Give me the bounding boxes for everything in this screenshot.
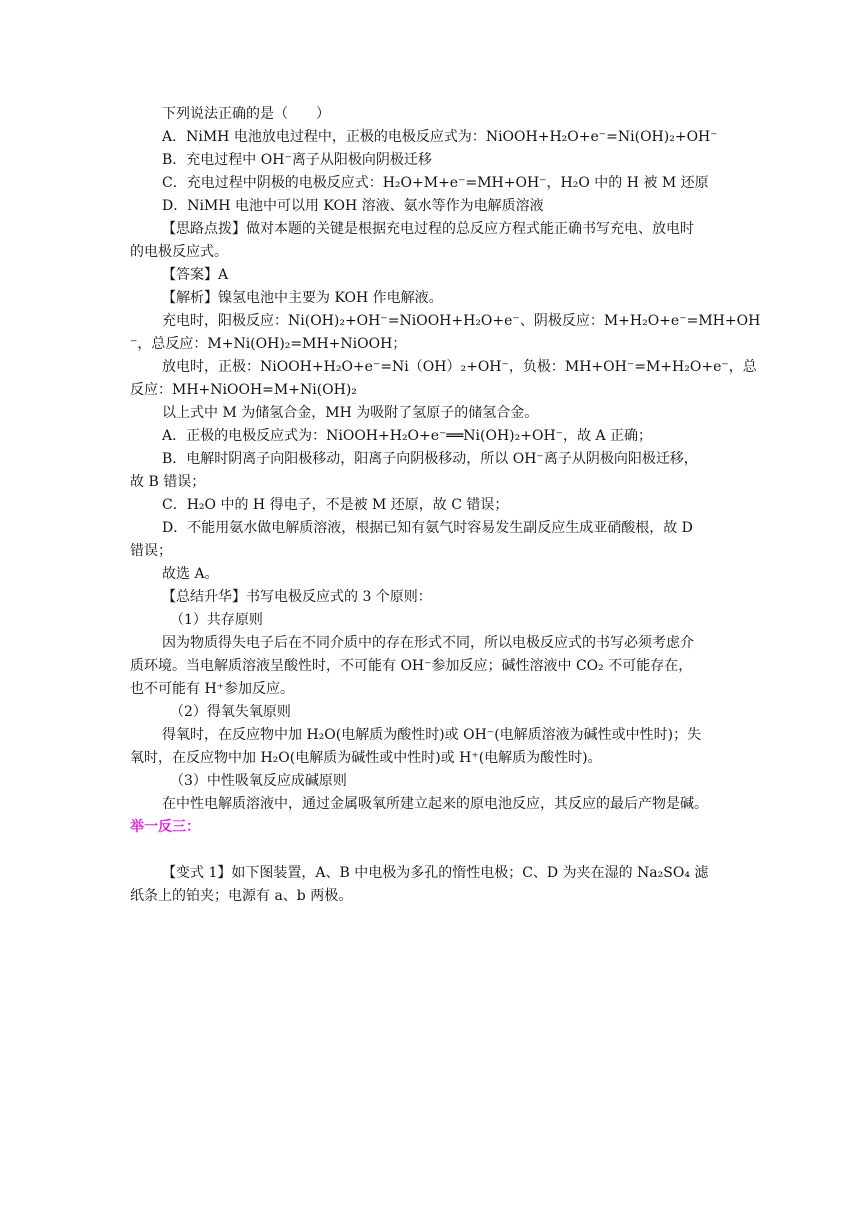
principle-1-text-1: 因为物质得失电子后在不同介质中的存在形式不同，所以电极反应式的书写必须考虑介 <box>162 635 694 651</box>
analysis-d-2: 错误； <box>130 543 172 559</box>
note-line: 以上式中 M 为储氢合金，MH 为吸附了氢原子的储氢合金。 <box>162 405 539 421</box>
option-b: B．充电过程中 OH⁻离子从阳极向阴极迁移 <box>162 152 432 168</box>
option-c: C．充电过程中阴极的电极反应式：H₂O+M+e⁻=MH+OH⁻，H₂O 中的 H 被 M 还原 <box>162 175 709 191</box>
option-d: D．NiMH 电池中可以用 KOH 溶液、氨水等作为电解质溶液 <box>162 198 544 214</box>
principle-2-text-2: 氧时，在反应物中加 H₂O(电解质为碱性或中性时)或 H⁺(电解质为酸性时)。 <box>130 750 602 766</box>
summary-heading: 【总结升华】书写电极反应式的 3 个原则： <box>162 589 432 605</box>
conclusion-line: 故选 A。 <box>162 566 219 582</box>
analysis-a: A．正极的电极反应式为：NiOOH+H₂O+e⁻══Ni(OH)₂+OH⁻，故 A 正确； <box>162 428 653 444</box>
analysis-heading: 【解析】镍氢电池中主要为 KOH 作电解液。 <box>162 290 443 306</box>
principle-1-text-3: 也不可能有 H⁺参加反应。 <box>130 681 295 697</box>
principle-1-text-2: 质环境。当电解质溶液呈酸性时，不可能有 OH⁻参加反应；碱性溶液中 CO₂ 不可能存在， <box>130 658 693 674</box>
principle-2-title: （2）得氧失氧原则 <box>170 704 291 720</box>
discharge-line-2: 反应：MH+NiOOH=M+Ni(OH)₂ <box>130 382 357 398</box>
discharge-line-1: 放电时，正极：NiOOH+H₂O+e⁻=Ni（OH）₂+OH⁻，负极：MH+OH⁻=M+H₂O+e⁻，总 <box>162 359 757 375</box>
practice-heading: 举一反三： <box>130 819 200 835</box>
charge-line-2: ⁻，总反应：M+Ni(OH)₂=MH+NiOOH； <box>130 336 407 352</box>
principle-1-title: （1）共存原则 <box>170 612 263 628</box>
principle-2-text-1: 得氧时，在反应物中加 H₂O(电解质为酸性时)或 OH⁻(电解质溶液为碱性或中性时)；失 <box>162 727 702 743</box>
hint-line-2: 的电极反应式。 <box>130 244 228 260</box>
analysis-c: C．H₂O 中的 H 得电子，不是被 M 还原，故 C 错误； <box>162 497 509 513</box>
variant-1-line-1: 【变式 1】如下图装置，A、B 中电极为多孔的惰性电极；C、D 为夹在湿的 Na₂SO₄ 滤 <box>162 865 709 881</box>
charge-line-1: 充电时，阳极反应：Ni(OH)₂+OH⁻=NiOOH+H₂O+e⁻、阴极反应：M+H₂O+e⁻=MH+OH <box>162 313 761 329</box>
question-stem: 下列说法正确的是（ ） <box>162 106 330 122</box>
principle-3-text: 在中性电解质溶液中，通过金属吸氧所建立起来的原电池反应，其反应的最后产物是碱。 <box>162 796 708 812</box>
analysis-d-1: D．不能用氨水做电解质溶液，根据已知有氨气时容易发生副反应生成亚硝酸根，故 D <box>162 520 693 536</box>
principle-3-title: （3）中性吸氧反应成碱原则 <box>170 773 347 789</box>
variant-1-line-2: 纸条上的铂夹；电源有 a、b 两极。 <box>130 888 353 904</box>
analysis-b-2: 故 B 错误； <box>130 474 206 490</box>
hint-line-1: 【思路点拨】做对本题的关键是根据充电过程的总反应方程式能正确书写充电、放电时 <box>162 221 694 237</box>
option-a: A．NiMH 电池放电过程中，正极的电极反应式为：NiOOH+H₂O+e⁻=Ni(OH)₂+OH⁻ <box>162 129 718 145</box>
answer-line: 【答案】A <box>162 267 229 283</box>
analysis-b-1: B．电解时阴离子向阳极移动，阳离子向阴极移动，所以 OH⁻离子从阴极向阳极迁移， <box>162 451 698 467</box>
